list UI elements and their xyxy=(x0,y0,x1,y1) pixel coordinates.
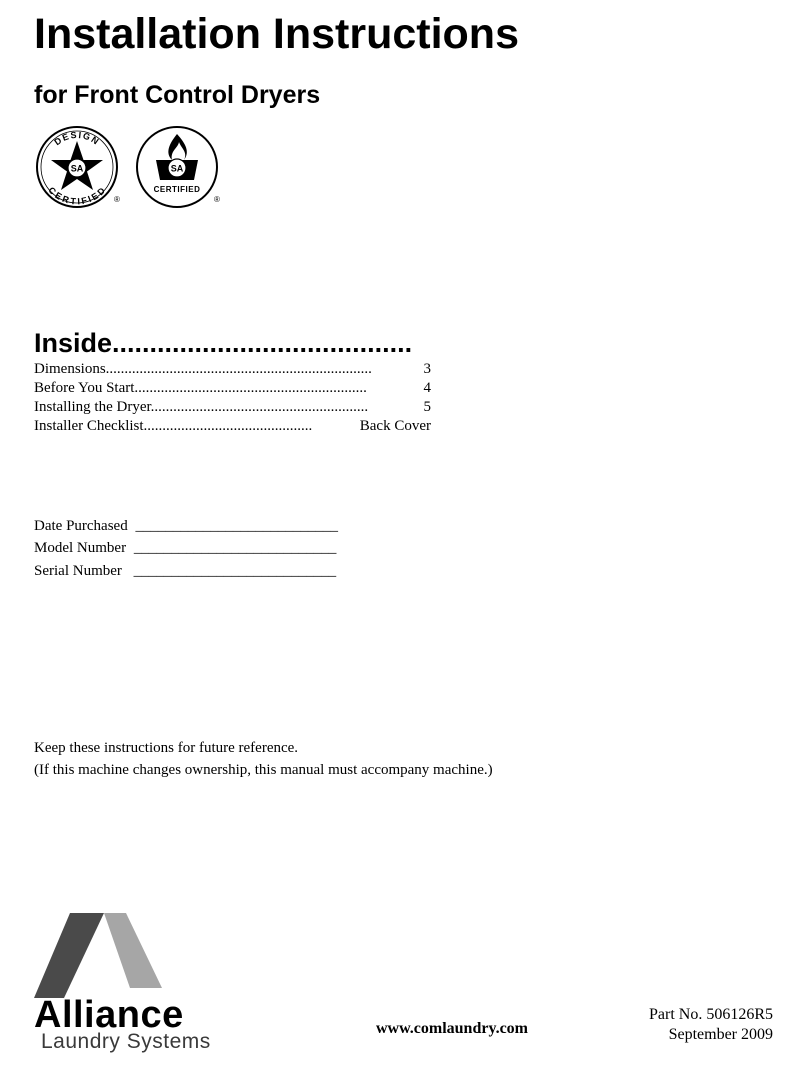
field-label: Model Number xyxy=(34,540,127,556)
flame-certified-seal-icon xyxy=(134,124,224,210)
field-label: Date Purchased xyxy=(34,518,128,534)
ownership-note: (If this machine changes ownership, this manual must accompany machine.) xyxy=(34,762,493,778)
contents-heading: Inside........................................ xyxy=(34,328,413,358)
keep-instructions-note: Keep these instructions for future reference. xyxy=(34,740,299,756)
svg-text:®: ® xyxy=(214,195,220,204)
toc-row-dimensions xyxy=(34,361,431,380)
seal-top-text: DESIGN xyxy=(52,129,102,148)
field-line: ___________________________ xyxy=(135,518,338,534)
field-line: ___________________________ xyxy=(133,540,337,556)
publication-date: September 2009 xyxy=(668,1026,773,1043)
toc-row-checklist xyxy=(34,418,431,437)
toc-page: 4 xyxy=(423,380,431,396)
svg-text:®: ® xyxy=(114,195,120,204)
toc-row-installing xyxy=(34,399,431,418)
company-name: Alliance xyxy=(34,994,184,1036)
date-purchased-field xyxy=(34,518,338,535)
field-line: ___________________________ xyxy=(133,563,337,579)
toc-label: Before You Start.............................................................. xyxy=(34,380,367,396)
toc-label: Dimensions....................................................................... xyxy=(34,361,372,377)
seal-bottom-text: CERTIFIED xyxy=(46,184,108,207)
toc-page: Back Cover xyxy=(359,418,431,434)
field-label: Serial Number xyxy=(34,563,122,579)
toc-label: Installing the Dryer.......................................................... xyxy=(34,399,369,415)
toc-page: 5 xyxy=(423,399,431,415)
seal-mark: SA xyxy=(70,163,84,174)
seal-mark: SA xyxy=(170,163,184,174)
website-link[interactable]: www.comlaundry.com xyxy=(376,1020,528,1037)
serial-number-field xyxy=(34,563,336,580)
company-subtitle: Laundry Systems xyxy=(41,1030,211,1053)
part-number: Part No. 506126R5 xyxy=(649,1006,773,1023)
document-title: Installation Instructions xyxy=(34,10,519,58)
toc-row-before-you-start xyxy=(34,380,431,399)
document-subtitle: for Front Control Dryers xyxy=(34,81,321,109)
seal-certified-text: CERTIFIED xyxy=(153,185,201,194)
model-number-field xyxy=(34,540,336,557)
design-certified-seal-icon xyxy=(34,124,124,210)
toc-page: 3 xyxy=(423,361,431,377)
toc-label: Installer Checklist............................................. xyxy=(34,418,313,434)
